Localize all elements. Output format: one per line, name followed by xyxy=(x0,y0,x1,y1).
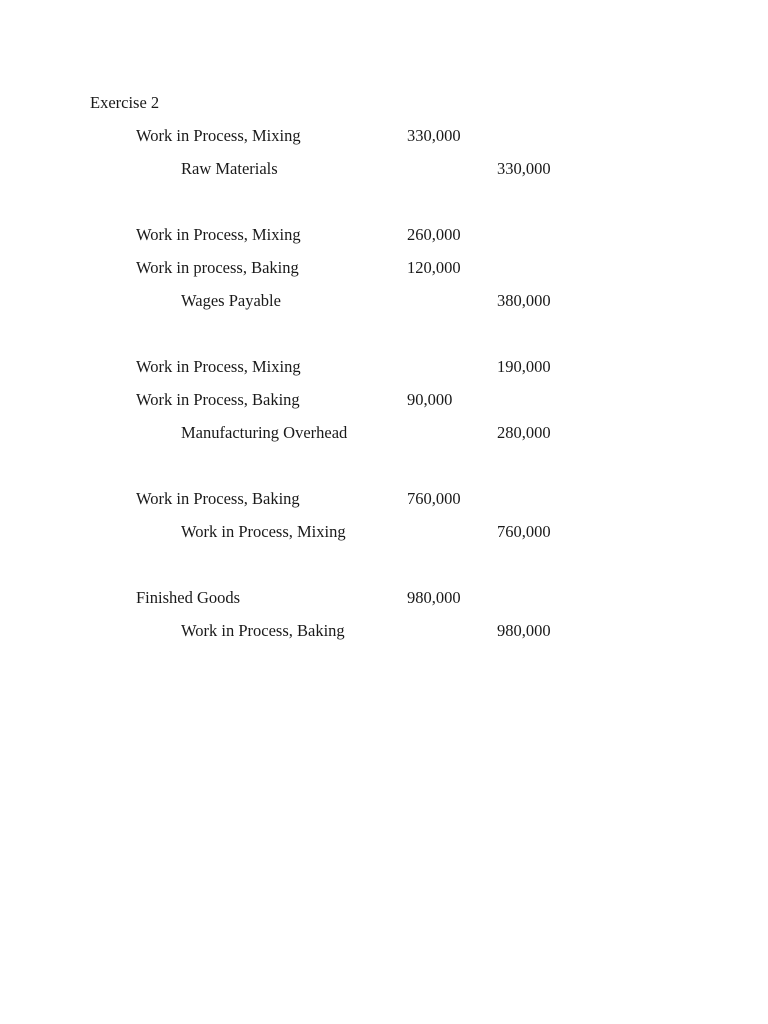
credit-amount: 330,000 xyxy=(497,159,551,178)
journal-entry xyxy=(0,126,768,192)
credit-account: Raw Materials xyxy=(181,159,278,178)
debit-line xyxy=(0,390,768,423)
debit-line xyxy=(0,126,768,159)
credit-amount: 190,000 xyxy=(497,357,551,376)
credit-line xyxy=(0,357,768,390)
debit-amount: 330,000 xyxy=(407,126,461,145)
credit-line xyxy=(0,621,768,654)
debit-account: Work in Process, Mixing xyxy=(136,225,301,244)
credit-amount: 980,000 xyxy=(497,621,551,640)
journal-entry xyxy=(0,357,768,456)
debit-account: Work in Process, Mixing xyxy=(136,126,301,145)
credit-account: Manufacturing Overhead xyxy=(181,423,348,442)
debit-line xyxy=(0,489,768,522)
credit-line xyxy=(0,522,768,555)
debit-amount: 90,000 xyxy=(407,390,453,409)
debit-line xyxy=(0,258,768,291)
credit-account: Work in Process, Mixing xyxy=(181,522,346,541)
debit-account: Work in Process, Baking xyxy=(136,390,300,409)
debit-line xyxy=(0,225,768,258)
journal-entry xyxy=(0,489,768,555)
account-name: Work in Process, Mixing xyxy=(136,357,301,376)
debit-amount: 980,000 xyxy=(407,588,461,607)
credit-amount: 760,000 xyxy=(497,522,551,541)
credit-account: Work in Process, Baking xyxy=(181,621,345,640)
credit-line xyxy=(0,291,768,324)
credit-line xyxy=(0,423,768,456)
debit-amount: 120,000 xyxy=(407,258,461,277)
debit-line xyxy=(0,588,768,621)
credit-amount: 280,000 xyxy=(497,423,551,442)
debit-account: Work in process, Baking xyxy=(136,258,299,277)
debit-amount: 260,000 xyxy=(407,225,461,244)
exercise-heading: Exercise 2 xyxy=(90,93,160,112)
journal-entries xyxy=(0,126,768,687)
debit-account: Finished Goods xyxy=(136,588,241,607)
debit-amount: 760,000 xyxy=(407,489,461,508)
journal-entry xyxy=(0,225,768,324)
credit-line xyxy=(0,159,768,192)
credit-account: Wages Payable xyxy=(181,291,281,310)
credit-amount: 380,000 xyxy=(497,291,551,310)
journal-entry xyxy=(0,588,768,654)
debit-account: Work in Process, Baking xyxy=(136,489,300,508)
